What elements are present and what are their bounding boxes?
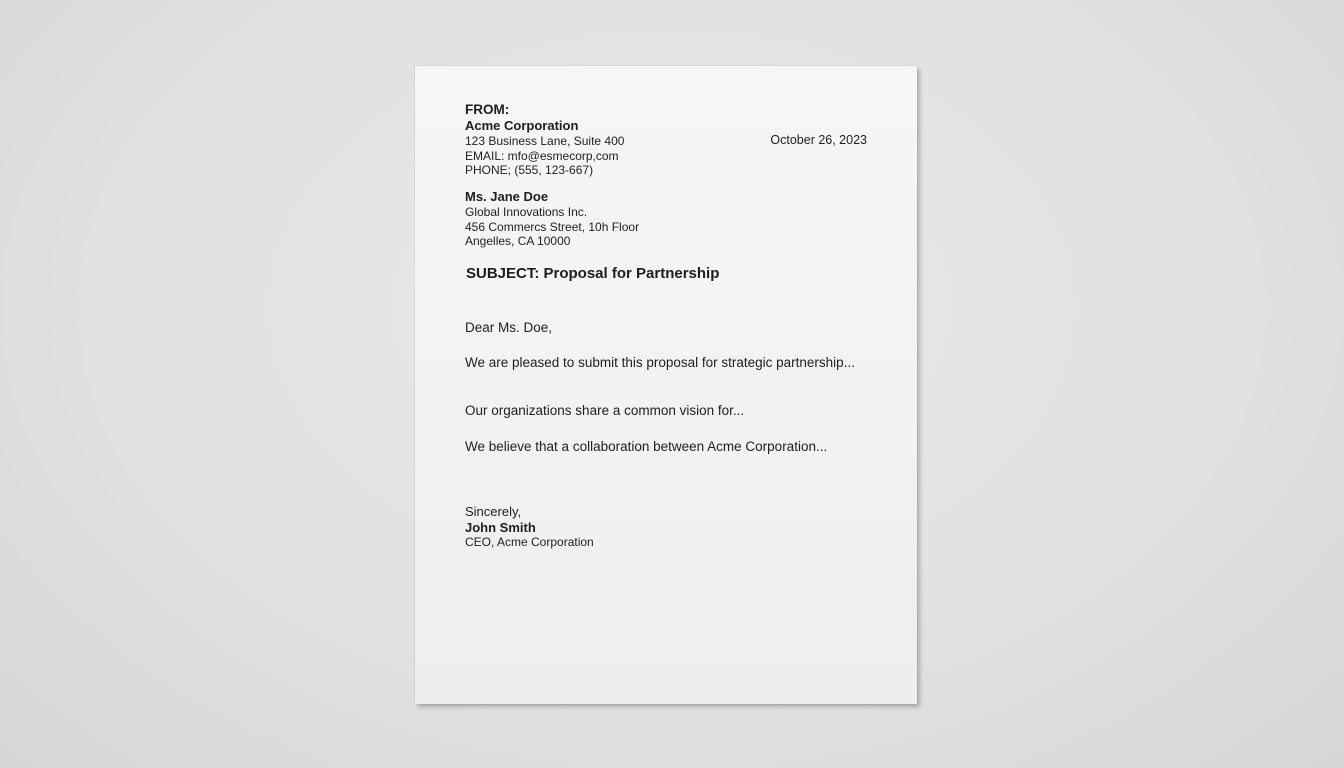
- paragraph-3: We believe that a collaboration between Acme Corporation...: [465, 439, 828, 454]
- closing-word: Sincerely,: [465, 504, 522, 519]
- recipient-name: Ms. Jane Doe: [465, 189, 549, 204]
- sender-company: Acme Corporation: [465, 118, 579, 133]
- recipient-street: 456 Commercs Street, 10h Floor: [465, 219, 640, 234]
- signer-title: CEO, Acme Corporation: [465, 535, 594, 549]
- letter-page: [415, 66, 917, 704]
- from-label: FROM:: [465, 102, 510, 117]
- subject-line: SUBJECT: Proposal for Partnership: [466, 265, 720, 282]
- signer-name: John Smith: [465, 519, 536, 535]
- recipient-block: [465, 189, 639, 249]
- sender-address: 123 Business Lane, Suite 400: [465, 134, 625, 148]
- recipient-city: Angelles, CA 10000: [465, 234, 571, 248]
- sender-phone: PHONE; (555, 123-667): [465, 163, 594, 177]
- sender-email: EMAIL: mfo@esmecorp,com: [465, 148, 619, 163]
- paragraph-1: We are pleased to submit this proposal for strategic partnership...: [465, 355, 855, 370]
- letter-date: October 26, 2023: [770, 133, 867, 147]
- sender-block: [465, 102, 624, 178]
- paragraph-2: Our organizations share a common vision for...: [465, 403, 745, 418]
- closing-block: [465, 504, 594, 551]
- recipient-company: Global Innovations Inc.: [465, 205, 588, 219]
- salutation: Dear Ms. Doe,: [465, 320, 553, 335]
